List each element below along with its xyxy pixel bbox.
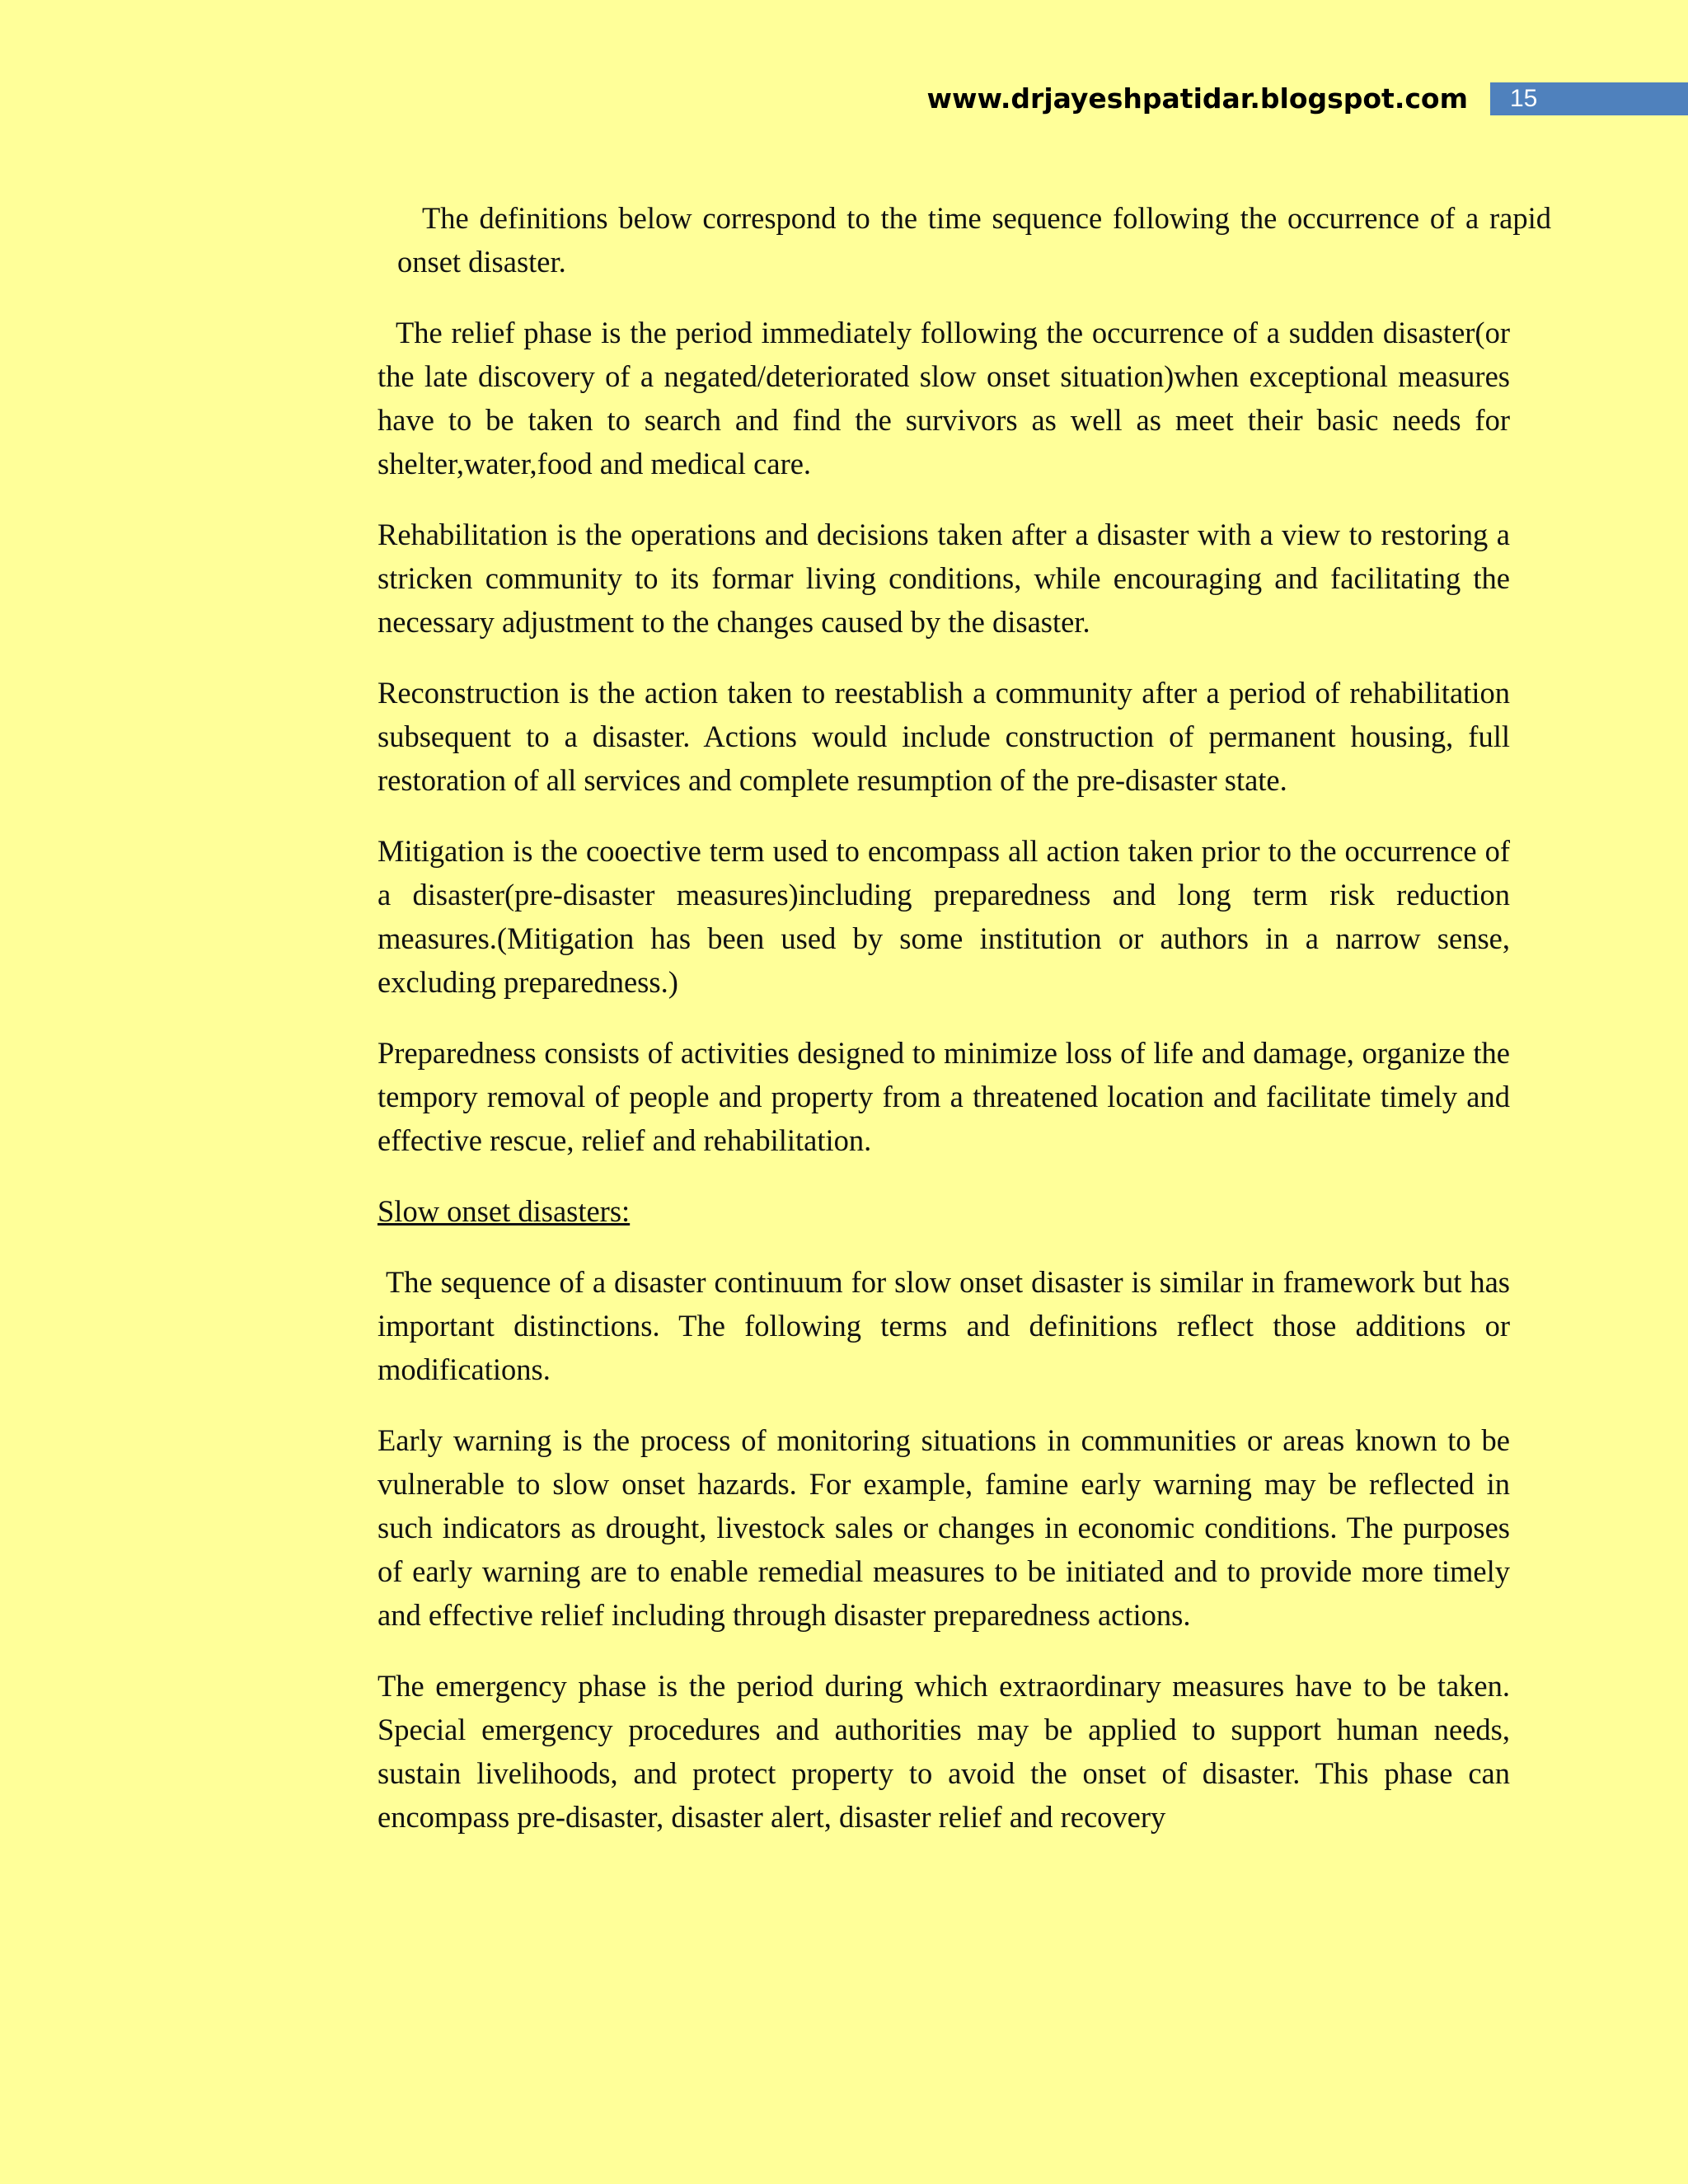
rehabilitation-paragraph: Rehabilitation is the operations and decisions taken after a disaster with a view to restoring a stricken community to its formar living conditions, while encouraging and facilitating the necessary adjustment to the changes caused by the disaster. bbox=[377, 518, 1510, 639]
slow-onset-heading: Slow onset disasters: bbox=[377, 1194, 631, 1228]
intro-paragraph: The definitions below correspond to the time sequence following the occurrence of a rapid onset disaster. bbox=[397, 201, 1551, 279]
preparedness-paragraph: Preparedness consists of activities designed to minimize loss of life and damage, organize the tempory removal of people and property from a threatened location and facilitate timely and effective rescue, relief and rehabilitation. bbox=[377, 1036, 1510, 1157]
site-url: www.drjayeshpatidar.blogspot.com bbox=[926, 82, 1468, 115]
page-number-badge: 15 bbox=[1490, 82, 1688, 115]
mitigation-paragraph: Mitigation is the cooective term used to encompass all action taken prior to the occurrence of a disaster(pre-disaster measures)including preparedness and long term risk reduction measures.(Mitigation has been used by some institution or authors in a narrow sense, excluding preparedness.) bbox=[377, 834, 1510, 999]
emergency-phase-paragraph: The emergency phase is the period during which extraordinary measures have to be taken. Special emergency procedures and authorities may be applied to support human needs, sustain livelihoods, and protect property to avoid the onset of disaster. This phase can encompass pre-disaster, disaster alert, disaster relief and recovery bbox=[377, 1669, 1510, 1834]
relief-phase-paragraph: The relief phase is the period immediately following the occurrence of a sudden disaster(or the late discovery of a negated/deteriorated slow onset situation)when exceptional measures have to be taken to search and find the survivors as well as meet their basic needs for shelter,water,food and medical care. bbox=[377, 316, 1510, 480]
page-header bbox=[0, 79, 1688, 119]
early-warning-paragraph: Early warning is the process of monitoring situations in communities or areas known to be vulnerable to slow onset hazards. For example, famine early warning may be reflected in such indicators as drought, livestock sales or changes in economic conditions. The purposes of early warning are to enable remedial measures to be initiated and to provide more timely and effective relief including through disaster preparedness actions. bbox=[377, 1423, 1510, 1632]
reconstruction-paragraph: Reconstruction is the action taken to reestablish a community after a period of rehabilitation subsequent to a disaster. Actions would include construction of permanent housing, full restoration of all services and complete resumption of the pre-disaster state. bbox=[377, 676, 1510, 797]
slow-onset-intro-paragraph: The sequence of a disaster continuum for slow onset disaster is similar in framework but has important distinctions. The following terms and definitions reflect those additions or modifications. bbox=[377, 1265, 1510, 1386]
document-body bbox=[377, 196, 1551, 1866]
